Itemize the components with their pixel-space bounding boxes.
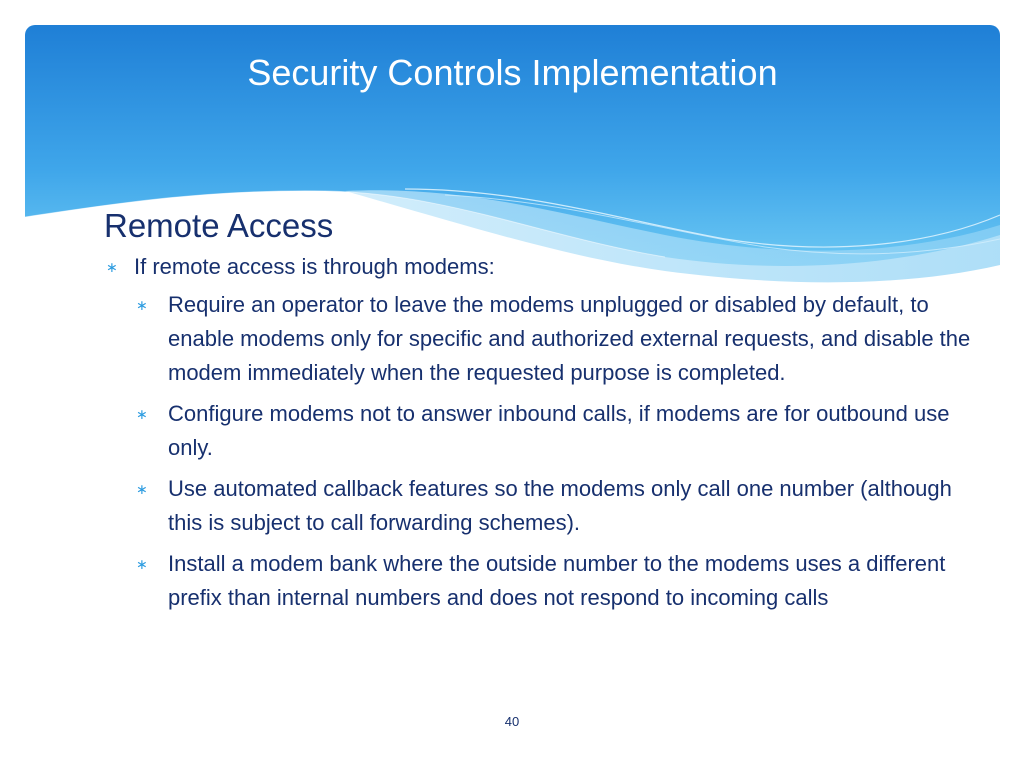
sub-list-item-text: Use automated callback features so the modems only call one number (although this is subject to call forwarding schemes).: [168, 476, 952, 535]
sub-list-item: [134, 288, 974, 390]
section-heading: Remote Access: [104, 207, 334, 244]
asterisk-bullet-icon: ∗: [136, 556, 148, 572]
asterisk-bullet-icon: ∗: [106, 259, 118, 275]
list-item-text: If remote access is through modems:: [134, 254, 495, 279]
bullet-list: [104, 252, 974, 615]
asterisk-bullet-icon: ∗: [136, 481, 148, 497]
asterisk-bullet-icon: ∗: [136, 406, 148, 422]
sub-list-item: [134, 472, 974, 540]
sub-list-item: [134, 397, 974, 465]
asterisk-bullet-icon: ∗: [136, 297, 148, 313]
sub-list-item: [134, 547, 974, 615]
sub-list-item-text: Configure modems not to answer inbound calls, if modems are for outbound use only.: [168, 401, 950, 460]
sub-list-item-text: Install a modem bank where the outside number to the modems uses a different prefix than internal numbers and does not respond to incoming calls: [168, 551, 946, 610]
list-item: [104, 252, 974, 615]
sub-bullet-list: [134, 288, 974, 615]
page-number: 40: [504, 714, 520, 729]
slide-title: Security Controls Implementation: [247, 52, 778, 93]
slide-body: [104, 204, 974, 622]
sub-list-item-text: Require an operator to leave the modems unplugged or disabled by default, to enable modems only for specific and authorized external requests, and disable the modem immediately when the requested purpose is completed.: [168, 292, 971, 385]
